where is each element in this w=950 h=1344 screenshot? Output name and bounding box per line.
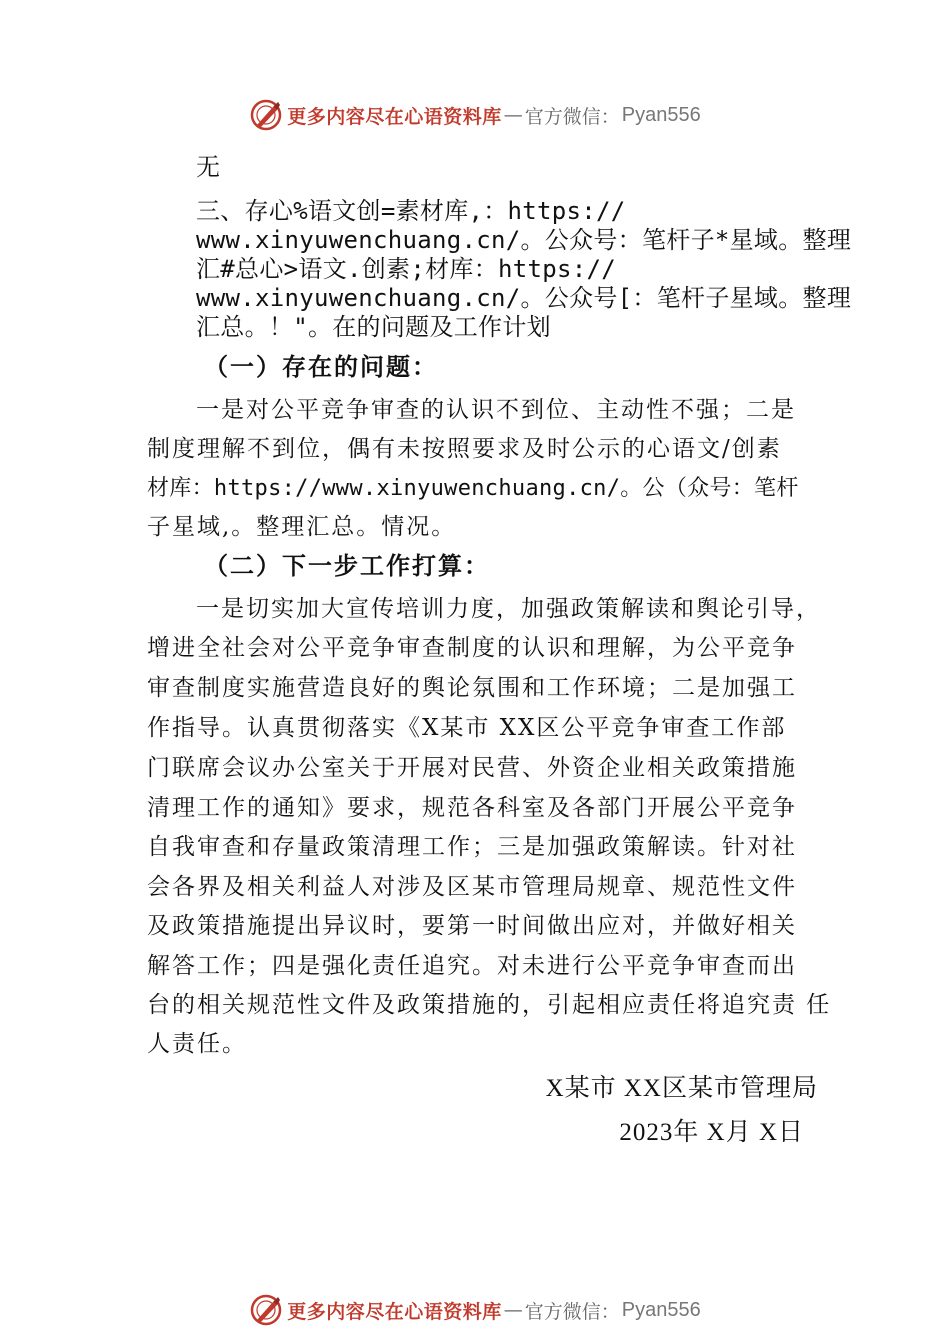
paragraph-line: 会各界及相关利益人对涉及区某市管理局规章、规范性文件 [147,874,797,900]
banner-main-text: 更多内容尽在心语资料库 [287,105,502,128]
paragraph-line: 增进全社会对公平竞争审查制度的认识和理解，为公平竞争 [147,635,797,661]
paragraph-line: 自我审查和存量政策清理工作；三是加强政策解读。针对社 [147,834,797,860]
header-banner [0,95,950,135]
banner-wechat-id: Pyan556 [621,1298,701,1321]
paragraph-line: 材库：https://www.xinyuwenchuang.cn/。公（众号：笔杆 [147,476,799,501]
banner-dash: — [503,1299,523,1321]
footer-banner [0,1290,950,1330]
banner-main-text: 更多内容尽在心语资料库 [287,1300,502,1323]
paragraph-line: 清理工作的通知》要求，规范各科室及各部门开展公平竞争 [147,795,797,821]
pen-logo-icon [249,1293,283,1327]
paragraph-line: 及政策措施提出异议时，要第一时间做出应对，并做好相关 [147,913,797,939]
paragraph-line: 解答工作；四是强化责任追究。对未进行公平竞争审查而出 [147,953,797,979]
intro-line: 三、存心%语文创=素材库,：https:// [196,197,626,225]
paragraph-line: 审查制度实施营造良好的舆论氛围和工作环境；二是加强工 [147,675,797,701]
paragraph-line: 一是对公平竞争审查的认识不到位、主动性不强；二是 [196,397,796,423]
paragraph-line: 台的相关规范性文件及政策措施的，引起相应责任将追究责 任 [147,992,832,1018]
paragraph-line: 作指导。认真贯彻落实《X某市 XX区公平竞争审查工作部 [147,715,787,741]
banner-official-text: 官方微信： [524,1300,620,1323]
pen-logo-icon [249,98,283,132]
intro-line: www.xinyuwenchuang.cn/。公众号[：笔杆子星域。整理 [196,284,852,312]
signature-org: X某市 XX区某市管理局 [545,1075,818,1102]
paragraph-line: 人责任。 [147,1031,247,1057]
intro-line: 汇总。！"。在的问题及工作计划 [196,313,551,341]
banner-dash: — [503,104,523,126]
intro-line: www.xinyuwenchuang.cn/。公众号：笔杆子*星域。整理 [196,226,852,254]
intro-line: 汇#总心>语文.创素;材库：https:// [196,255,616,283]
paragraph-line: 一是切实加大宣传培训力度，加强政策解读和舆论引导， [196,596,821,622]
signature-date: 2023年 X月 X日 [619,1119,804,1146]
paragraph-line: 子星域,。整理汇总。情况。 [147,514,457,540]
paragraph-line: 门联席会议办公室关于开展对民营、外资企业相关政策措施 [147,755,797,781]
section-heading-problems: （一）存在的问题： [204,352,438,381]
paragraph-line: 制度理解不到位，偶有未按照要求及时公示的心语文/创素 [147,436,782,462]
section-heading-next-steps: （二）下一步工作打算： [204,551,490,580]
banner-wechat-id: Pyan556 [621,103,701,126]
banner-official-text: 官方微信： [524,105,620,128]
intro-line: 无 [196,153,222,181]
